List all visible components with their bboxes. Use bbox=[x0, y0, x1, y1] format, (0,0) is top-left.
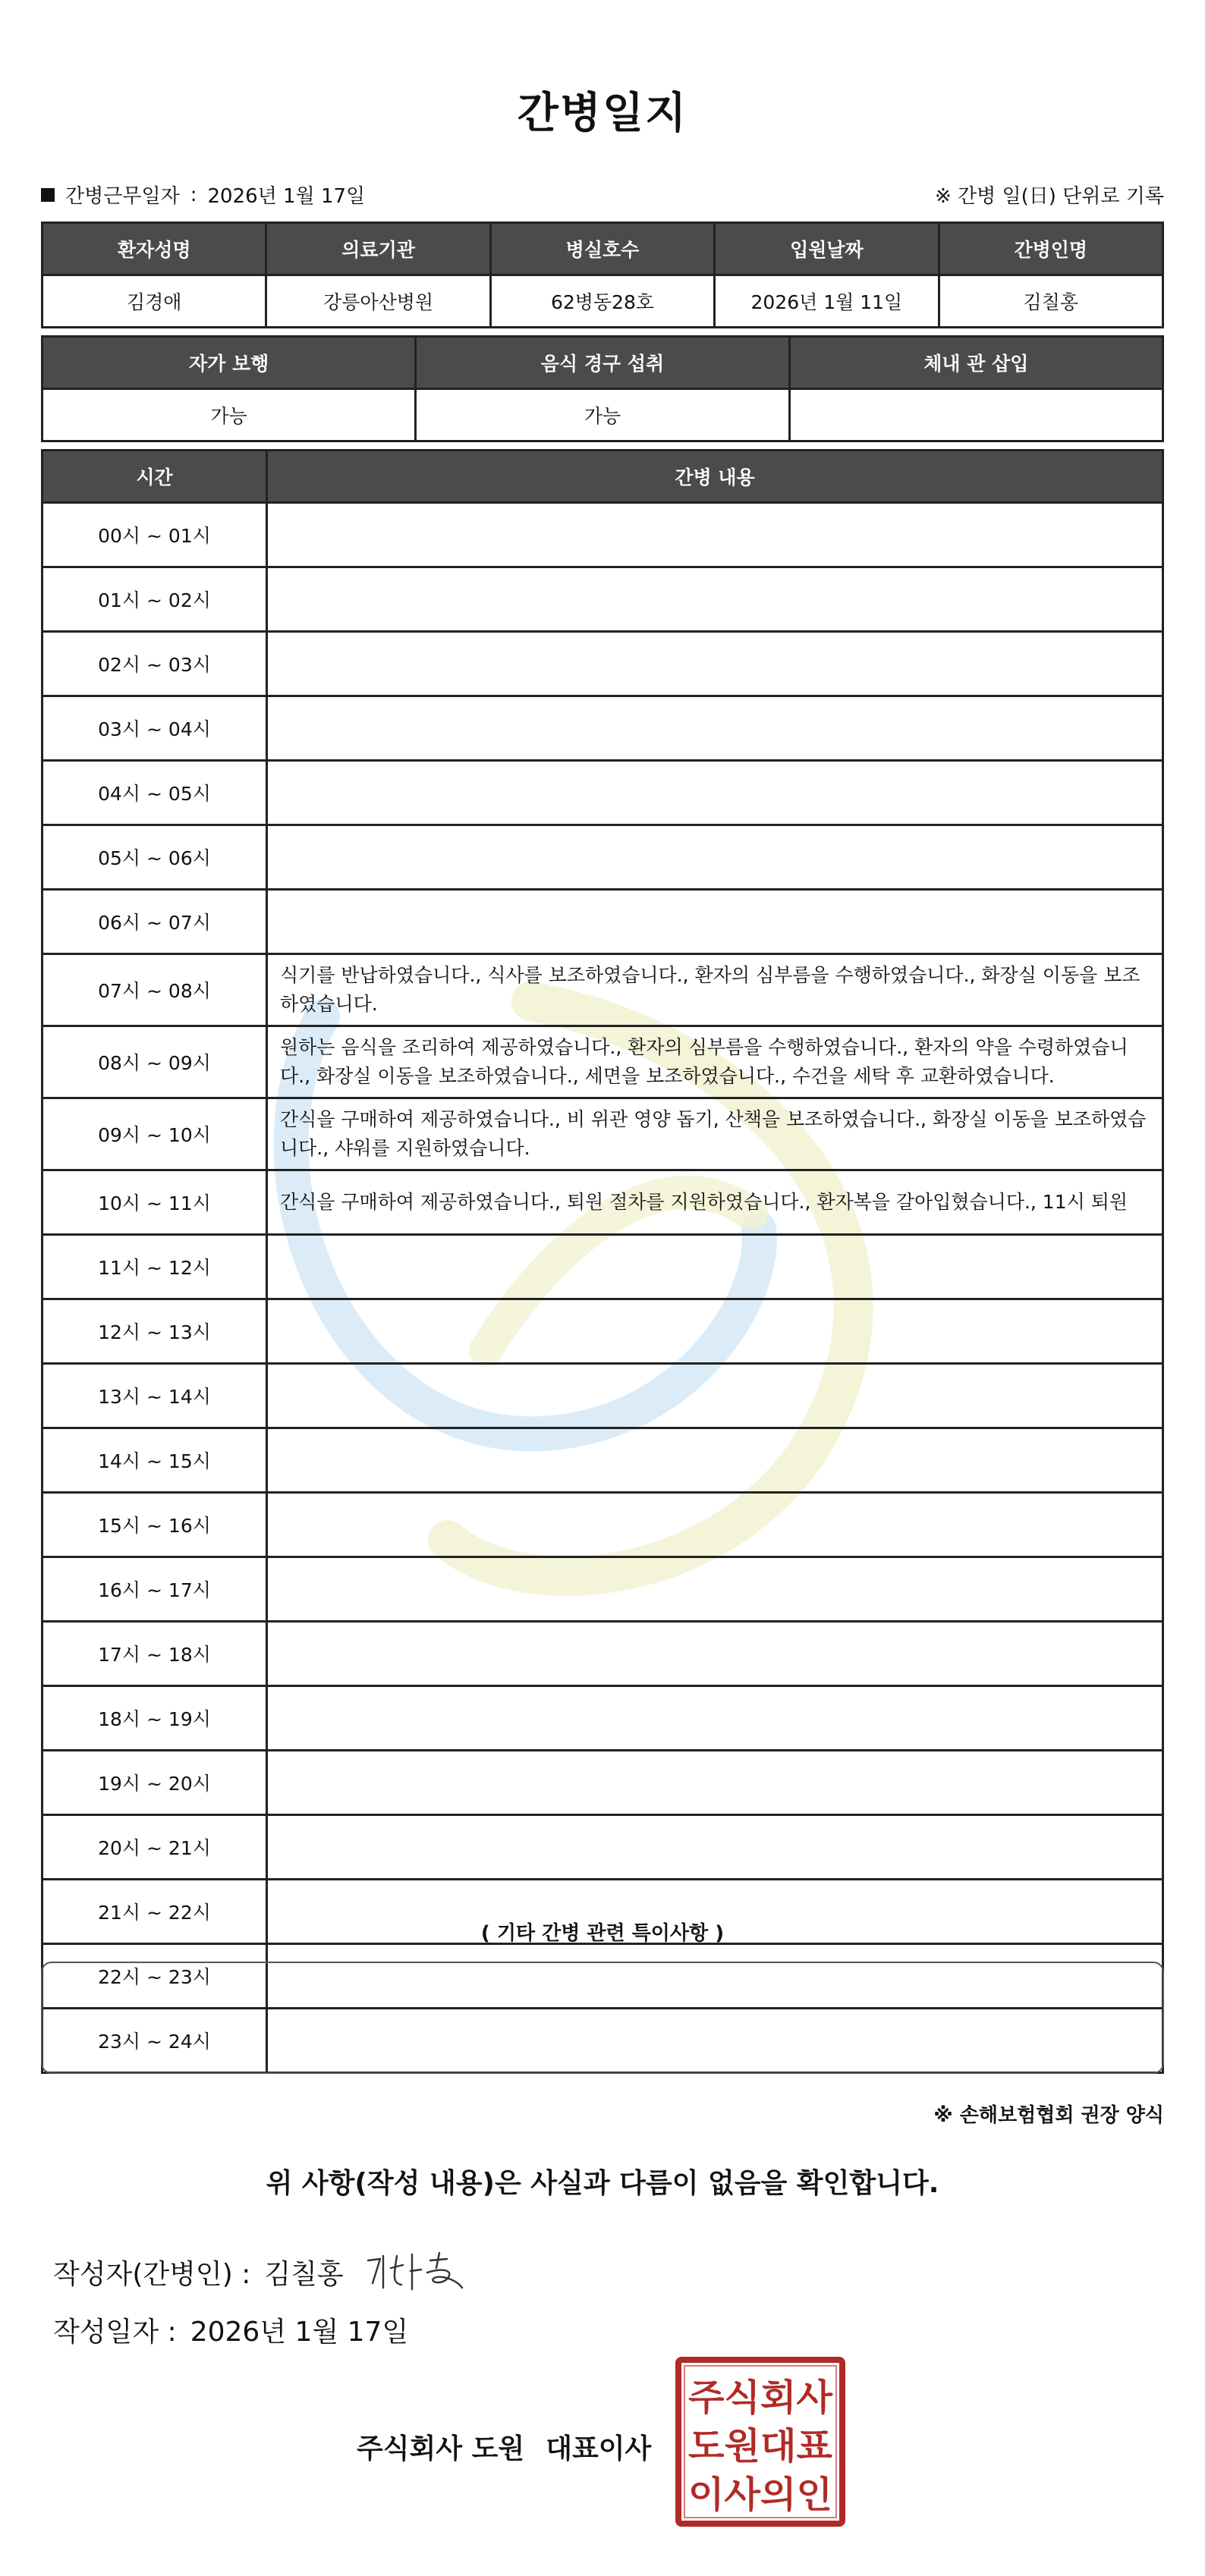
log-time: 13시 ~ 14시 bbox=[42, 1364, 267, 1428]
seal-text-line: 도원대표 bbox=[688, 2425, 833, 2468]
tube-status bbox=[789, 389, 1163, 441]
work-date-value: 2026년 1월 17일 bbox=[207, 185, 366, 208]
writer-label: 작성자(간병인) : bbox=[53, 2258, 251, 2290]
walking-status: 가능 bbox=[42, 389, 416, 441]
log-row bbox=[42, 1686, 1163, 1751]
header-hospital: 의료기관 bbox=[266, 223, 490, 275]
log-content bbox=[267, 761, 1163, 825]
patient-name: 김경애 bbox=[42, 275, 266, 328]
oral-intake-status: 가능 bbox=[416, 389, 789, 441]
header-walking: 자가 보행 bbox=[42, 337, 416, 389]
log-content: 간식을 구매하여 제공하였습니다., 비 위관 영양 돕기, 산책을 보조하였습니다., 화장실 이동을 보조하였습니다., 샤워를 지원하였습니다. bbox=[267, 1098, 1163, 1170]
hospital-name: 강릉아산병원 bbox=[266, 275, 490, 328]
handwritten-signature bbox=[357, 2245, 479, 2298]
header-oral-intake: 음식 경구 섭취 bbox=[416, 337, 789, 389]
patient-status-table bbox=[41, 335, 1164, 442]
log-row bbox=[42, 890, 1163, 954]
writer-name: 김칠홍 bbox=[264, 2258, 344, 2290]
log-time: 02시 ~ 03시 bbox=[42, 632, 267, 696]
special-notes-label: ( 기타 간병 관련 특이사항 ) bbox=[480, 1922, 725, 1945]
log-time: 01시 ~ 02시 bbox=[42, 567, 267, 632]
log-content: 식기를 반납하였습니다., 식사를 보조하였습니다., 환자의 심부름을 수행하였습니다., 화장실 이동을 보조하였습니다. bbox=[267, 954, 1163, 1026]
header-caregiver: 간병인명 bbox=[939, 223, 1163, 275]
log-row bbox=[42, 1428, 1163, 1493]
log-row bbox=[42, 696, 1163, 761]
header-time: 시간 bbox=[42, 451, 267, 503]
log-time: 15시 ~ 16시 bbox=[42, 1493, 267, 1557]
company-line bbox=[357, 2427, 651, 2466]
log-row bbox=[42, 1815, 1163, 1880]
log-row bbox=[42, 1026, 1163, 1098]
log-content bbox=[267, 1428, 1163, 1493]
log-row bbox=[42, 1098, 1163, 1170]
record-note: ※ 간병 일(日) 단위로 기록 bbox=[934, 185, 1164, 208]
log-content bbox=[267, 1364, 1163, 1428]
seal-text-line: 이사의인 bbox=[688, 2474, 832, 2516]
log-time: 08시 ~ 09시 bbox=[42, 1026, 267, 1098]
log-content bbox=[267, 1557, 1163, 1622]
special-notes-box bbox=[41, 1962, 1164, 2074]
log-content bbox=[267, 567, 1163, 632]
care-log-table bbox=[41, 449, 1164, 2074]
log-content bbox=[267, 1751, 1163, 1815]
log-content bbox=[267, 1815, 1163, 1880]
header-care-content: 간병 내용 bbox=[267, 451, 1163, 503]
log-content bbox=[267, 1235, 1163, 1299]
log-time: 11시 ~ 12시 bbox=[42, 1235, 267, 1299]
log-time: 09시 ~ 10시 bbox=[42, 1098, 267, 1170]
log-time: 07시 ~ 08시 bbox=[42, 954, 267, 1026]
status-header-row bbox=[42, 337, 1163, 389]
header-room: 병실호수 bbox=[490, 223, 714, 275]
log-content bbox=[267, 632, 1163, 696]
work-date-separator: : bbox=[190, 183, 197, 206]
log-row bbox=[42, 1170, 1163, 1235]
log-row bbox=[42, 1557, 1163, 1622]
work-date bbox=[41, 181, 365, 209]
patient-header-row bbox=[42, 223, 1163, 275]
log-content bbox=[267, 1686, 1163, 1751]
log-time: 04시 ~ 05시 bbox=[42, 761, 267, 825]
log-header-row bbox=[42, 451, 1163, 503]
log-row bbox=[42, 1493, 1163, 1557]
log-content bbox=[267, 825, 1163, 890]
square-bullet-icon bbox=[41, 188, 55, 202]
patient-value-row bbox=[42, 275, 1163, 328]
log-row bbox=[42, 567, 1163, 632]
log-time: 18시 ~ 19시 bbox=[42, 1686, 267, 1751]
log-row bbox=[42, 825, 1163, 890]
company-name: 주식회사 도원 bbox=[357, 2433, 525, 2464]
log-row bbox=[42, 954, 1163, 1026]
log-content bbox=[267, 890, 1163, 954]
log-time: 00시 ~ 01시 bbox=[42, 503, 267, 567]
log-row bbox=[42, 1622, 1163, 1686]
log-time: 12시 ~ 13시 bbox=[42, 1299, 267, 1364]
log-row bbox=[42, 761, 1163, 825]
written-date: 2026년 1월 17일 bbox=[190, 2317, 409, 2348]
log-content bbox=[267, 1493, 1163, 1557]
log-content bbox=[267, 696, 1163, 761]
admission-date: 2026년 1월 11일 bbox=[715, 275, 939, 328]
log-time: 17시 ~ 18시 bbox=[42, 1622, 267, 1686]
log-content: 원하는 음식을 조리하여 제공하였습니다., 환자의 심부름을 수행하였습니다., 환자의 약을 수령하였습니다., 화장실 이동을 보조하였습니다., 세면을 보조하였습니다., 수건을 세탁 후 교환하였습니다. bbox=[267, 1026, 1163, 1098]
log-time: 14시 ~ 15시 bbox=[42, 1428, 267, 1493]
writer-line bbox=[53, 2245, 479, 2298]
patient-info-table bbox=[41, 221, 1164, 328]
written-date-label: 작성일자 : bbox=[53, 2317, 177, 2348]
log-time: 20시 ~ 21시 bbox=[42, 1815, 267, 1880]
header-admission-date: 입원날짜 bbox=[715, 223, 939, 275]
log-row bbox=[42, 632, 1163, 696]
log-time: 06시 ~ 07시 bbox=[42, 890, 267, 954]
log-row bbox=[42, 1235, 1163, 1299]
header-tube: 체내 관 삽입 bbox=[789, 337, 1163, 389]
meta-row bbox=[41, 181, 1164, 211]
log-content: 간식을 구매하여 제공하였습니다., 퇴원 절차를 지원하였습니다., 환자복을 갈아입혔습니다., 11시 퇴원 bbox=[267, 1170, 1163, 1235]
log-content bbox=[267, 503, 1163, 567]
log-time: 21시 ~ 22시 bbox=[42, 1880, 267, 1944]
log-body bbox=[42, 503, 1163, 2073]
company-role: 대표이사 bbox=[546, 2433, 652, 2464]
log-time: 03시 ~ 04시 bbox=[42, 696, 267, 761]
log-content bbox=[267, 1622, 1163, 1686]
log-time: 10시 ~ 11시 bbox=[42, 1170, 267, 1235]
log-content bbox=[267, 1299, 1163, 1364]
log-row bbox=[42, 1751, 1163, 1815]
log-row bbox=[42, 1299, 1163, 1364]
form-source-note: ※ 손해보험협회 권장 양식 bbox=[933, 2104, 1164, 2127]
caregiver-name: 김칠홍 bbox=[939, 275, 1163, 328]
confirmation-statement: 위 사항(작성 내용)은 사실과 다름이 없음을 확인합니다. bbox=[266, 2168, 939, 2199]
company-seal bbox=[674, 2355, 847, 2528]
log-time: 22시 ~ 23시 bbox=[42, 1944, 267, 2009]
log-time: 19시 ~ 20시 bbox=[42, 1751, 267, 1815]
page-title: 간병일지 bbox=[517, 89, 688, 138]
room-number: 62병동28호 bbox=[490, 275, 714, 328]
log-time: 16시 ~ 17시 bbox=[42, 1557, 267, 1622]
status-value-row bbox=[42, 389, 1163, 441]
log-row bbox=[42, 1364, 1163, 1428]
log-row bbox=[42, 503, 1163, 567]
log-time: 05시 ~ 06시 bbox=[42, 825, 267, 890]
header-patient-name: 환자성명 bbox=[42, 223, 266, 275]
work-date-label: 간병근무일자 bbox=[65, 185, 180, 208]
log-time: 23시 ~ 24시 bbox=[42, 2009, 267, 2073]
seal-text-line: 주식회사 bbox=[688, 2377, 833, 2419]
written-date-line bbox=[53, 2311, 408, 2349]
